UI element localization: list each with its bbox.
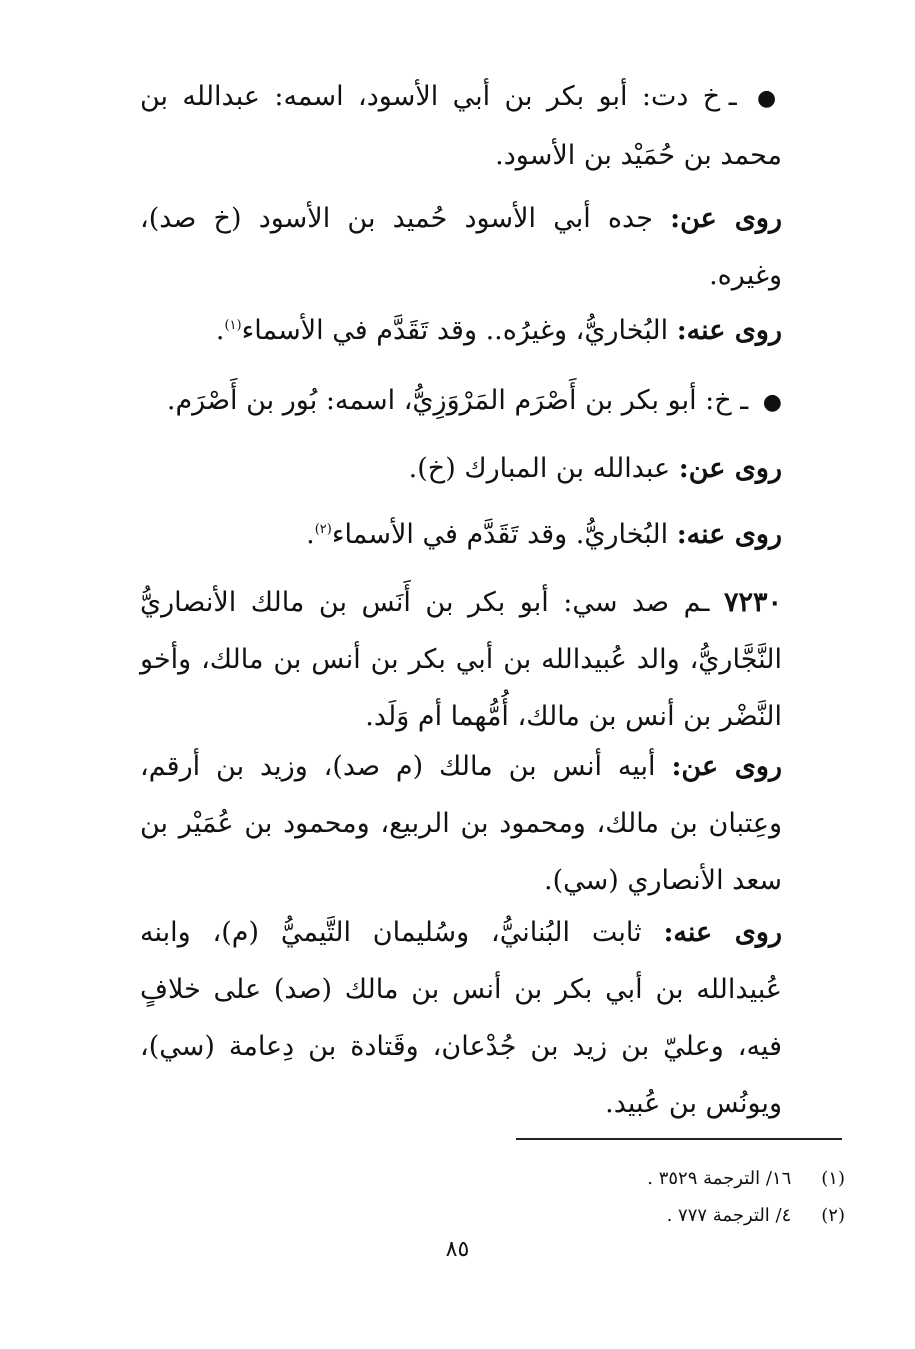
footnote-mark: (١) [224,318,242,333]
footnote-mark: (٢) [314,522,332,537]
paragraph-text: جده أبي الأسود حُميد بن الأسود (خ صد)، وغيره. [140,203,782,291]
bullet-icon: ● [757,86,782,111]
paragraph-2 [140,190,850,304]
paragraph-text: البُخاريُّ، وغيرُه.. وقد تَقَدَّم في الأسماء [241,315,669,346]
paragraph-text: أبيه أنس بن مالك (م صد)، وزيد بن أرقم، وعِتبان بن مالك، ومحمود بن الربيع، ومحمود بن عُمَيْر بن سعد الأنصاري (سي). [140,751,782,896]
paragraph-text-end: . [306,519,315,550]
paragraph-text: عبدالله بن المبارك (خ). [408,453,671,484]
paragraph-label: روى عن: [670,203,782,234]
page-number: ٨٥ [445,1237,470,1262]
bullet-icon: ● [762,390,782,415]
paragraph-3 [140,302,850,359]
main-text-p3 [140,302,850,359]
main-text-p2 [140,190,850,304]
main-text-p5 [140,440,850,497]
paragraph-text: ـم صد سي: أبو بكر بن أَنَس بن مالك الأنصاريُّ النَّجَّاريُّ، والد عُبيدالله بن أبي بكر بن أنس بن مالك، وأخو النَّضْر بن أنس بن مالك، أُمُّهما أم وَلَد. [140,587,782,732]
footnote-number: (١) [821,1168,845,1189]
paragraph-label: روى عنه: [676,315,782,346]
main-text-p7 [140,574,850,745]
paragraph-5 [140,440,850,497]
entry-number: ٧٢٣٠ [723,587,782,618]
main-text-p6 [140,506,850,563]
main-text-p4 [140,372,850,431]
footnote-1 [440,1160,845,1197]
paragraph-text: ـ خ: أبو بكر بن أَصْرَم المَرْوَزِيُّ، اسمه: بُور بن أَصْرَم. [166,385,749,416]
paragraph-label: روى عن: [678,453,782,484]
main-text-p8 [140,738,850,909]
footnote-text: ٤/ الترجمة ٧٧٧ . [666,1205,792,1226]
footnote-divider [516,1138,842,1140]
paragraph-label: روى عنه: [663,917,782,948]
paragraph-6 [140,506,850,563]
paragraph-text: البُخاريُّ. وقد تَقَدَّم في الأسماء [331,519,669,550]
paragraph-text: ـ خ دت: أبو بكر بن أبي الأسود، اسمه: عبدالله بن محمد بن حُمَيْد بن الأسود. [140,81,782,171]
paragraph-4 [140,372,850,431]
footnote-2 [440,1197,845,1234]
main-text-p9 [140,904,850,1132]
footnote-text: ١٦/ الترجمة ٣٥٢٩ . [647,1168,792,1189]
entry-7230 [140,574,850,745]
footnote-number: (٢) [821,1205,845,1226]
footnotes [440,1160,845,1234]
paragraph-8 [140,738,850,909]
paragraph-9 [140,904,850,1132]
paragraph-label: روى عن: [671,751,782,782]
main-text-upper [140,68,850,184]
paragraph-text-end: . [215,315,225,346]
paragraph-label: روى عنه: [676,519,782,550]
paragraph-1 [140,68,850,184]
paragraph-text: ثابت البُنانيُّ، وسُليمان التَّيميُّ (م)، وابنه عُبيدالله بن أبي بكر بن أنس بن مالك (صد) على خلافٍ فيه، وعليّ بن زيد بن جُدْعان، وقَتادة بن دِعامة (سي)، ويونُس بن عُبيد. [140,917,782,1119]
